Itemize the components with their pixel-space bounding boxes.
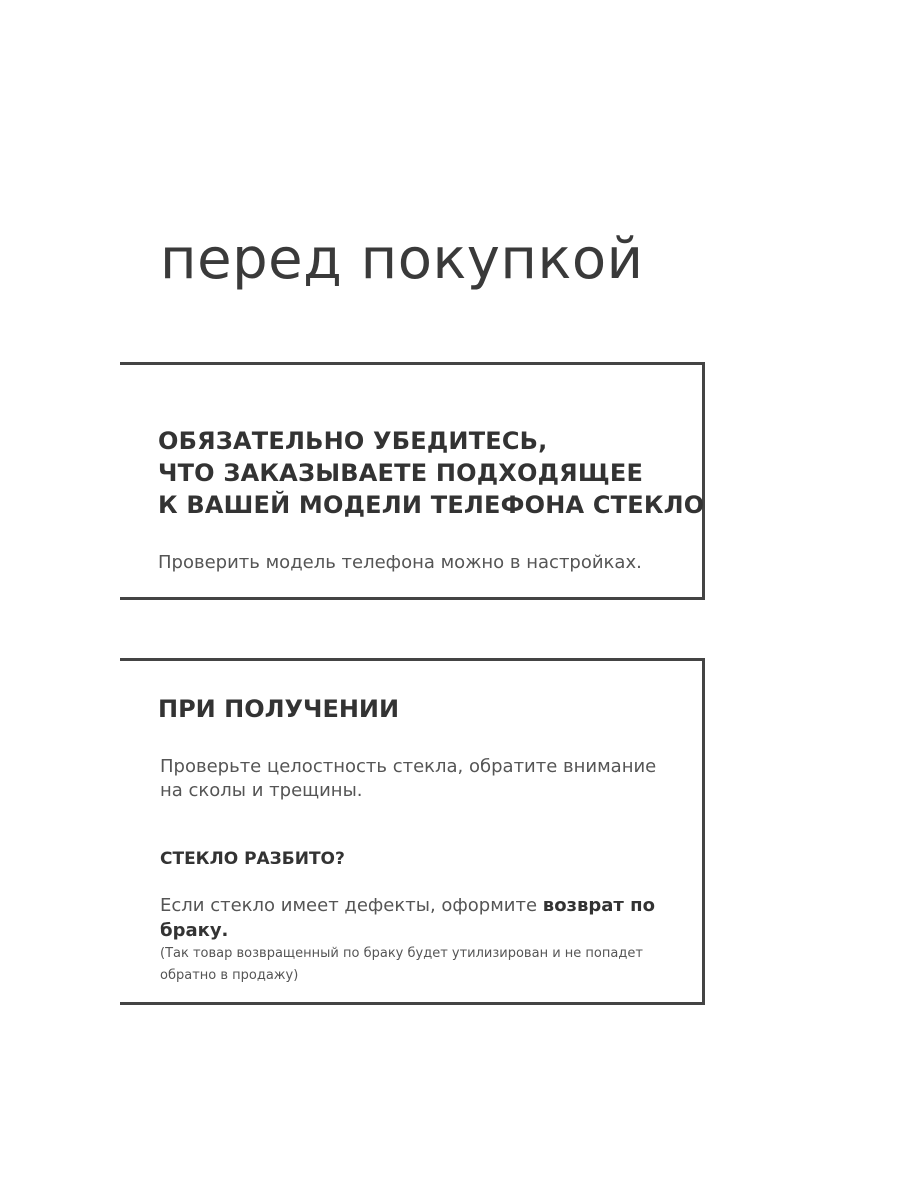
defect-return-prefix: Если стекло имеет дефекты, оформите	[160, 895, 543, 916]
check-model-heading-line: ЧТО ЗАКАЗЫВАЕТЕ ПОДХОДЯЩЕЕ	[158, 459, 644, 487]
on-receipt-body: Проверьте целостность стекла, обратите внимание на сколы и трещины.	[160, 756, 657, 801]
defect-return-text	[160, 893, 680, 943]
glass-broken-subheading: СТЕКЛО РАЗБИТО?	[160, 849, 345, 869]
return-footnote: (Так товар возвращенный по браку будет утилизирован и не попадет обратно в продажу)	[160, 946, 643, 983]
page-title: перед покупкой	[160, 227, 644, 292]
check-model-heading-line: ОБЯЗАТЕЛЬНО УБЕДИТЕСЬ,	[158, 427, 548, 455]
on-receipt-heading: ПРИ ПОЛУЧЕНИИ	[158, 695, 400, 723]
check-model-card	[120, 362, 705, 600]
defect-return-bold: возврат по браку.	[160, 895, 655, 941]
check-model-note: Проверить модель телефона можно в настройках.	[158, 552, 642, 573]
check-model-heading-line: К ВАШЕЙ МОДЕЛИ ТЕЛЕФОНА СТЕКЛО	[158, 491, 705, 519]
on-receipt-card	[120, 658, 705, 1005]
check-model-heading	[158, 425, 704, 521]
